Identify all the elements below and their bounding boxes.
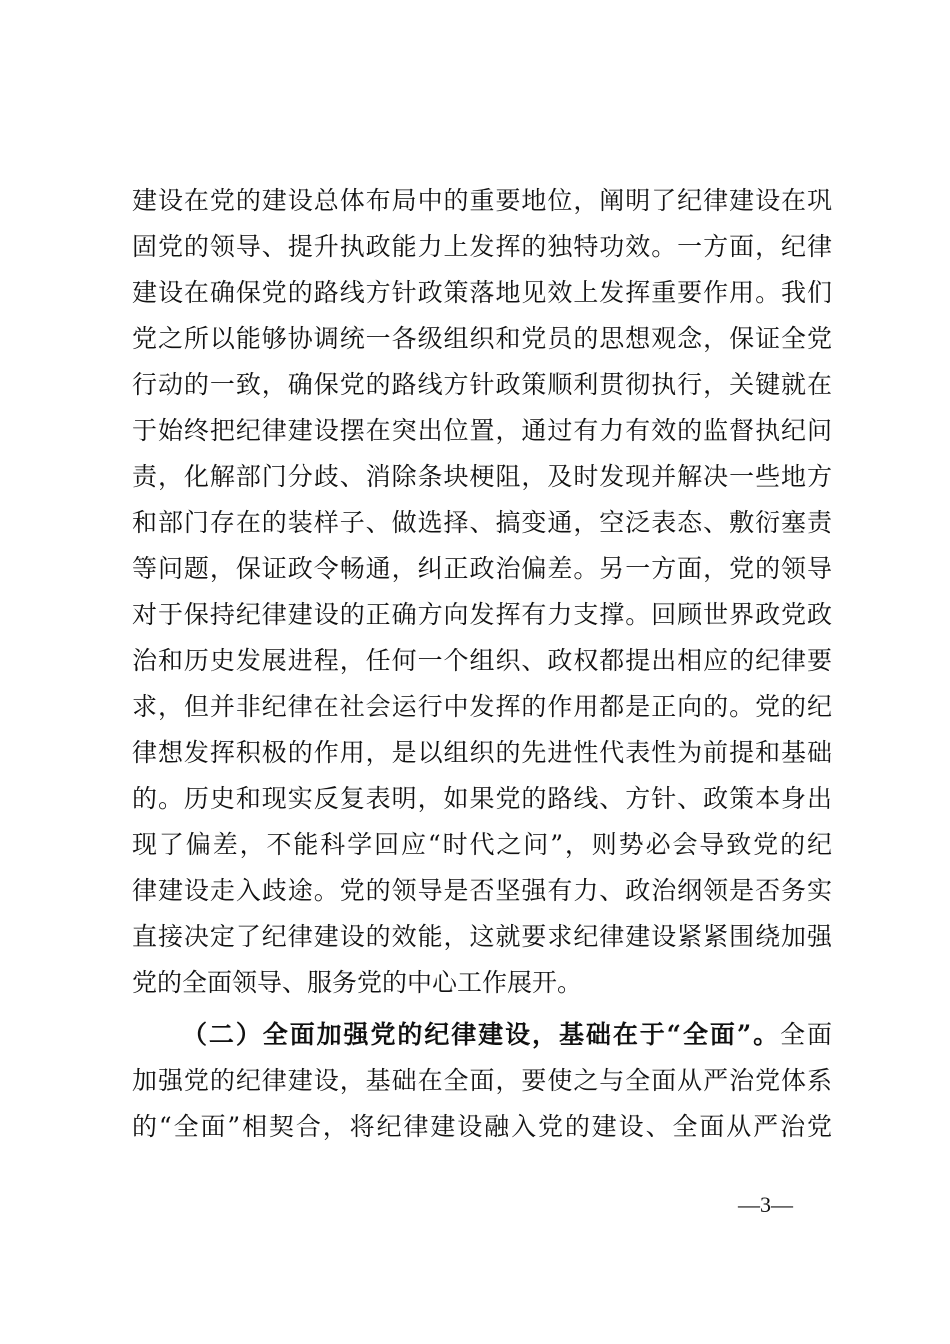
text-line: 党之所以能够协调统一各级组织和党员的思想观念，保证全党: [132, 324, 832, 353]
text-line: 律想发挥积极的作用，是以组织的先进性代表性为前提和基础: [132, 738, 832, 767]
text-line: 治和历史发展进程，任何一个组织、政权都提出相应的纪律要: [132, 646, 832, 675]
text-line: 建设在党的建设总体布局中的重要地位，阐明了纪律建设在巩: [132, 186, 832, 215]
body-text: [132, 178, 832, 1150]
heading-continuation: 全面: [780, 1020, 832, 1049]
text-line: 行动的一致，确保党的路线方针政策顺利贯彻执行，关键就在: [132, 370, 832, 399]
text-line: 现了偏差，不能科学回应“时代之问”，则势必会导致党的纪: [132, 830, 832, 859]
text-line: 加强党的纪律建设，基础在全面，要使之与全面从严治党体系: [132, 1066, 832, 1095]
text-line: 建设在确保党的路线方针政策落地见效上发挥重要作用。我们: [132, 278, 832, 307]
text-line: 律建设走入歧途。党的领导是否坚强有力、政治纲领是否务实: [132, 876, 832, 905]
text-line: 责，化解部门分歧、消除条块梗阻，及时发现并解决一些地方: [132, 462, 832, 491]
text-line: 党的全面领导、服务党的中心工作展开。: [132, 968, 583, 997]
text-line: 固党的领导、提升执政能力上发挥的独特功效。一方面，纪律: [132, 232, 832, 261]
text-line: 求，但并非纪律在社会运行中发挥的作用都是正向的。党的纪: [132, 692, 832, 721]
text-line: 的“全面”相契合，将纪律建设融入党的建设、全面从严治党: [132, 1112, 832, 1141]
text-line: 于始终把纪律建设摆在突出位置，通过有力有效的监督执纪问: [132, 416, 832, 445]
text-line: 直接决定了纪律建设的效能，这就要求纪律建设紧紧围绕加强: [132, 922, 832, 951]
section-heading-line: [132, 1012, 832, 1058]
page-number: —3—: [738, 1192, 793, 1217]
text-line: 对于保持纪律建设的正确方向发挥有力支撑。回顾世界政党政: [132, 600, 832, 629]
text-line: 和部门存在的装样子、做选择、搞变通，空泛表态、敷衍塞责: [132, 508, 832, 537]
text-line: 的。历史和现实反复表明，如果党的路线、方针、政策本身出: [132, 784, 832, 813]
text-line: 等问题，保证政令畅通，纠正政治偏差。另一方面，党的领导: [132, 554, 832, 583]
section-heading: （二）全面加强党的纪律建设，基础在于“全面”。: [182, 1020, 781, 1049]
